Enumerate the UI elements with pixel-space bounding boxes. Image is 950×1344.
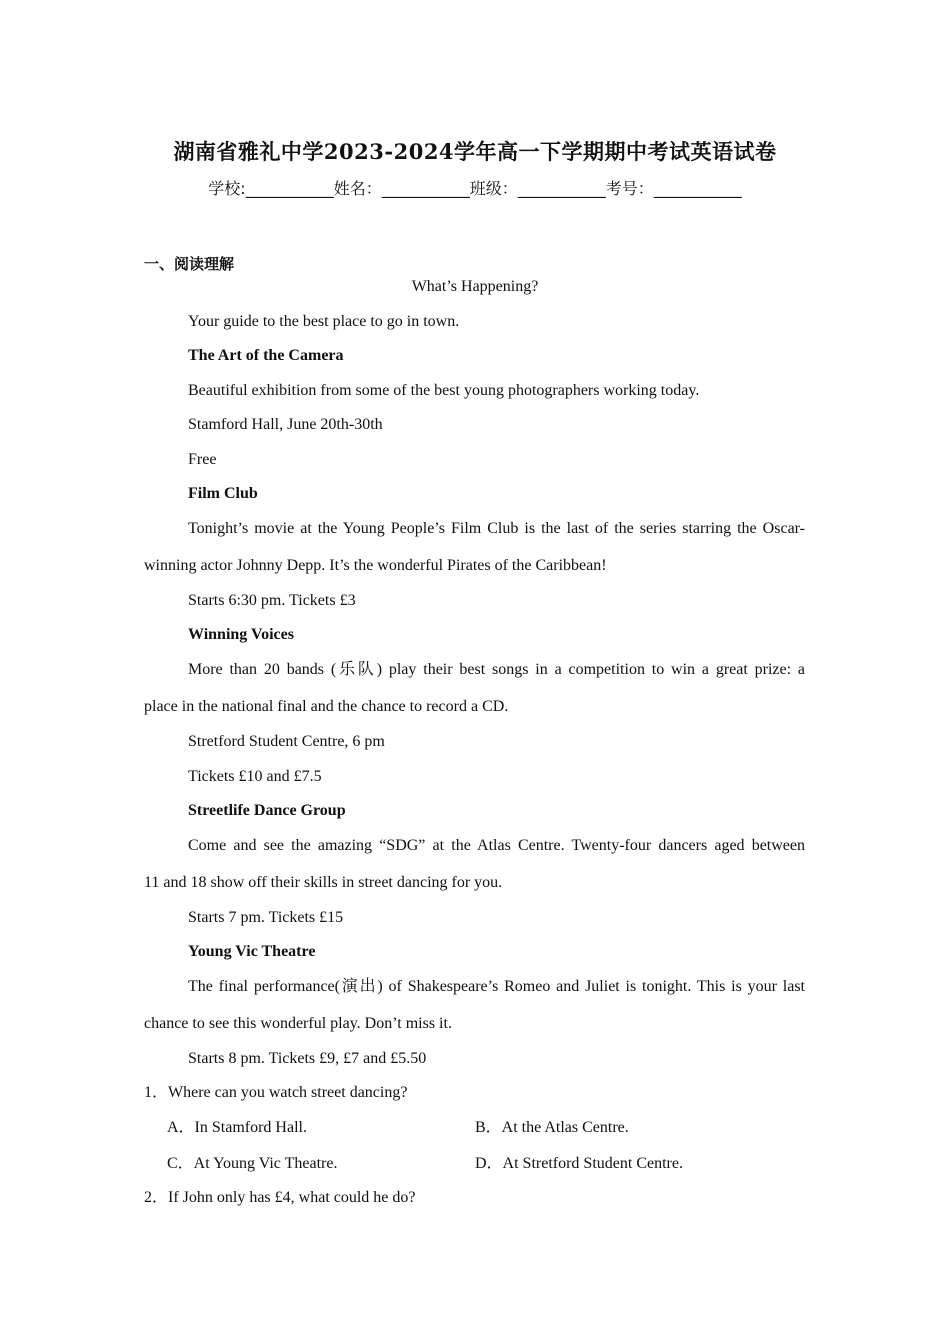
passage-intro: Your guide to the best place to go in town. [188, 313, 460, 330]
question-stem: 1．Where can you watch street dancing? [144, 1084, 408, 1101]
event-name: Film Club [188, 485, 258, 502]
event-description: winning actor Johnny Depp. It’s the wonderful Pirates of the Caribbean! [144, 557, 607, 574]
answer-option-d: D．At Stretford Student Centre. [475, 1155, 683, 1172]
event-description: More than 20 bands (乐队) play their best songs in a competition to win a great prize: a [188, 661, 805, 678]
event-detail: Tickets £10 and £7.5 [188, 768, 322, 785]
event-description: Tonight’s movie at the Young People’s Film Club is the last of the series starring the Oscar- [188, 520, 805, 537]
event-detail: Starts 7 pm. Tickets £15 [188, 909, 344, 926]
exam-title: 湖南省雅礼中学2023-2024学年高一下学期期中考试英语试卷 [173, 139, 777, 164]
event-description: chance to see this wonderful play. Don’t miss it. [144, 1015, 452, 1032]
event-name: Streetlife Dance Group [188, 802, 346, 819]
event-detail: Starts 6:30 pm. Tickets £3 [188, 592, 356, 609]
section-heading: 一、阅读理解 [144, 255, 235, 273]
passage-title: What’s Happening? [411, 278, 539, 295]
event-description: Beautiful exhibition from some of the best young photographers working today. [188, 382, 700, 399]
event-description: place in the national final and the chance to record a CD. [144, 698, 509, 715]
event-description: Come and see the amazing “SDG” at the Atlas Centre. Twenty-four dancers aged between [188, 837, 805, 854]
answer-option-a: A．In Stamford Hall. [167, 1119, 307, 1136]
event-name: Young Vic Theatre [188, 943, 316, 960]
question-stem: 2．If John only has £4, what could he do? [144, 1189, 416, 1206]
event-description: 11 and 18 show off their skills in street dancing for you. [144, 874, 503, 891]
event-name: The Art of the Camera [188, 347, 344, 364]
answer-option-c: C．At Young Vic Theatre. [167, 1155, 338, 1172]
event-detail: Starts 8 pm. Tickets £9, £7 and £5.50 [188, 1050, 427, 1067]
event-detail: Stretford Student Centre, 6 pm [188, 733, 385, 750]
event-detail: Free [188, 451, 217, 468]
event-name: Winning Voices [188, 626, 294, 643]
student-info-line: 学校:___________姓名：___________班级：___________考号：___________ [208, 179, 742, 198]
event-description: The final performance(演出) of Shakespeare’s Romeo and Juliet is tonight. This is your last [188, 978, 805, 995]
answer-option-b: B．At the Atlas Centre. [475, 1119, 629, 1136]
event-detail: Stamford Hall, June 20th-30th [188, 416, 383, 433]
